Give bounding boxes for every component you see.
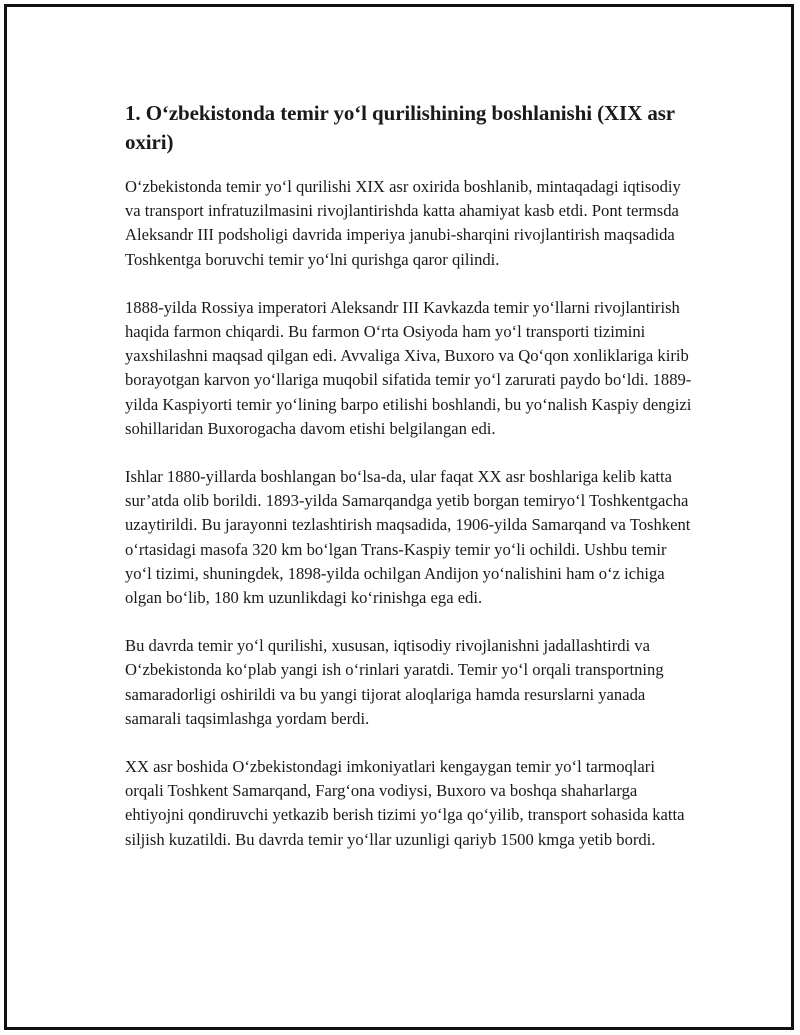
page-frame <box>4 4 794 1030</box>
paragraph-2: 1888-yilda Rossiya imperatori Aleksandr III Kavkazda temir yo‘llarni rivojlantirish haqida farmon chiqardi. Bu farmon O‘rta Osiyoda ham yo‘l transporti tizimini yaxshilashni maqsad qilgan edi. Avvaliga Xiva, Buxoro va Qo‘qon xonliklariga kirib borayotgan karvon yo‘llariga muqobil sifatida temir yo‘l zarurati paydo bo‘ldi. 1889-yilda Kaspiyorti temir yo‘lining barpo etilishi boshlandi, bu yo‘nalish Kaspiy dengizi sohillaridan Buxorogacha davom etishi belgilangan edi. <box>125 297 692 438</box>
document-body <box>125 99 695 876</box>
paragraph-3: Ishlar 1880-yillarda boshlangan bo‘lsa-da, ular faqat XX asr boshlariga kelib katta sur’atda olib borildi. 1893-yilda Samarqandga yetib borgan temiryo‘l Toshkentgacha uzaytirildi. Bu jarayonni tezlashtirish maqsadida, 1906-yilda Samarqand va Toshkent o‘rtasidagi masofa 320 km bo‘lgan Trans-Kaspiy temir yo‘li ochildi. Ushbu temir yo‘l tizimi, shuningdek, 1898-yilda ochilgan Andijon yo‘nalishini ham o‘z ichiga olgan bo‘lib, 180 km uzunlikdagi ko‘rinishga ega edi. <box>125 467 691 608</box>
paragraph-4: Bu davrda temir yo‘l qurilishi, xususan, iqtisodiy rivojlanishni jadallashtirdi va O‘zbekistonda ko‘plab yangi ish o‘rinlari yaratdi. Temir yo‘l orqali transportning samaradorligi oshirildi va bu yangi tijorat aloqlariga hamda resurslarni yanada samarali taqsimlashga yordam berdi. <box>125 636 664 728</box>
paragraph-5: XX asr boshida O‘zbekistondagi imkoniyatlari kengaygan temir yo‘l tarmoqlari orqali Toshkent Samarqand, Farg‘ona vodiysi, Buxoro va boshqa shaharlarga ehtiyojni qondiruvchi yetkazib berish tizimi yo‘lga qo‘yilib, transport sohasida katta siljish kuzatildi. Bu davrda temir yo‘llar uzunligi qariyb 1500 kmga yetib bordi. <box>125 757 685 849</box>
section-title: 1. O‘zbekistonda temir yo‘l qurilishining boshlanishi (XIX asr oxiri) <box>125 101 675 154</box>
paragraph-1: O‘zbekistonda temir yo‘l qurilishi XIX asr oxirida boshlanib, mintaqadagi iqtisodiy va transport infratuzilmasini rivojlantirishda katta ahamiyat kasb etdi. Pont termsda Aleksandr III podsholigi davrida imperiya janubi-sharqini rivojlantirish maqsadida Toshkentga boruvchi temir yo‘lni qurishga qaror qilindi. <box>125 177 681 269</box>
